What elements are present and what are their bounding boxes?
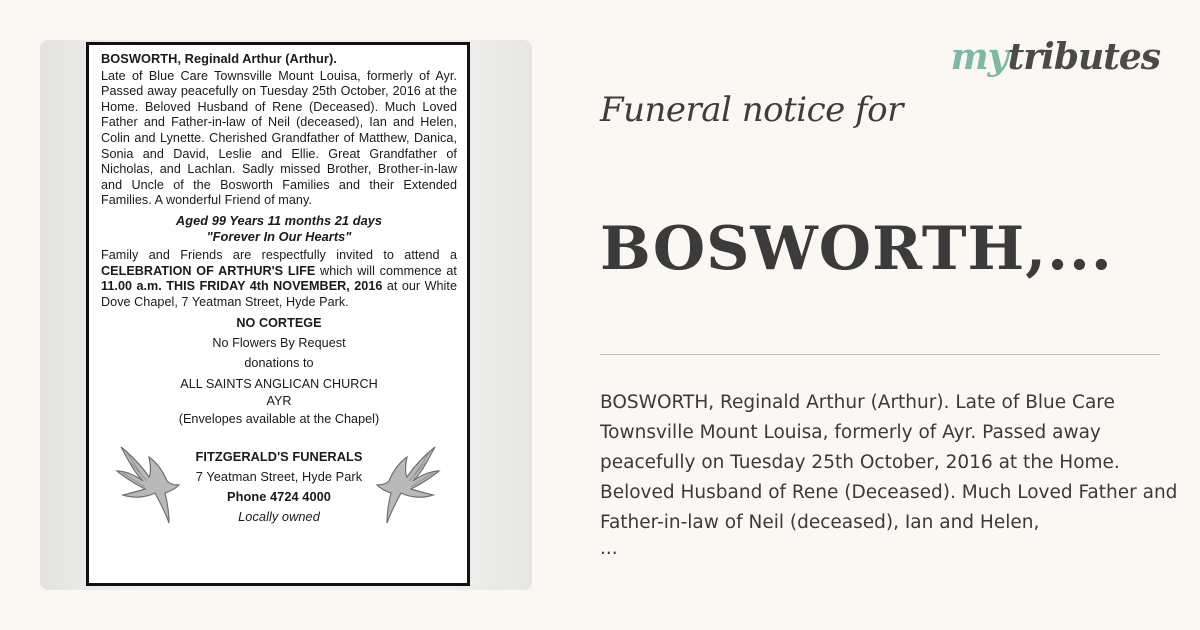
no-flowers: No Flowers By Request xyxy=(212,335,346,350)
invite-which: which will commence at xyxy=(315,263,457,278)
notice-image-card xyxy=(40,40,532,590)
notice-body: Late of Blue Care Townsville Mount Louisa, formerly of Ayr. Passed away peacefully on Tuesday 25th October, 2016 at the Home. Beloved Husband of Rene (Deceased). Much Loved Father and Father-in-law of Neil (deceased), Ian and Helen, Colin and Lynette. Cherished Grandfather of Matthew, Danica, Sonia and David, Leslie and Ellie. Great Grandfather of Nicholas, and Lachlan. Sadly missed Brother, Brother-in-law and Uncle of the Bosworth Families and their Extended Families. A wonderful Friend of many. xyxy=(101,68,457,208)
envelopes: (Envelopes available at the Chapel) xyxy=(178,411,380,426)
funeral-home-block xyxy=(101,447,457,527)
summary-text: BOSWORTH, Reginald Arthur (Arthur). Late of Blue Care Townsville Mount Louisa, formerly of Ayr. Passed away peacefully on Tuesday 25th October, 2016 at the Home. Beloved Husband of Rene (Deceased). Much Loved Father and Father-in-law of Neil (deceased), Ian and Helen, xyxy=(600,392,1178,533)
notice-summary xyxy=(600,388,1180,560)
newspaper-clipping xyxy=(86,42,470,586)
logo-tributes: tributes xyxy=(1007,36,1160,78)
headline-lead: Funeral notice for xyxy=(600,90,903,130)
invite-place: at our White Dove Chapel, 7 Yeatman Street, Hyde Park. xyxy=(101,279,458,309)
divider xyxy=(600,354,1160,355)
donations: donations to xyxy=(244,355,314,370)
invite-intro: Family and Friends are respectfully invited to attend a xyxy=(101,248,457,263)
mytributes-logo[interactable] xyxy=(951,36,1160,78)
logo-my: my xyxy=(950,36,1008,78)
invite-event: CELEBRATION OF ARTHUR'S LIFE xyxy=(101,263,316,278)
notice-invitation xyxy=(101,248,457,310)
funeral-home-phone: Phone 4724 4000 xyxy=(227,488,331,504)
deceased-name: BOSWORTH,... xyxy=(600,214,1113,284)
dove-icon xyxy=(373,441,443,527)
dove-icon xyxy=(113,441,183,527)
church-name: ALL SAINTS ANGLICAN CHURCH xyxy=(180,376,378,391)
notice-heading: BOSWORTH, Reginald Arthur (Arthur). xyxy=(101,51,337,66)
church-town: AYR xyxy=(266,393,292,408)
summary-ellipsis: ... xyxy=(600,538,618,559)
notice-age: Aged 99 Years 11 months 21 days xyxy=(175,212,383,228)
no-cortege: NO CORTEGE xyxy=(236,315,322,330)
invite-time: 11.00 a.m. THIS FRIDAY 4th NOVEMBER, 2016 xyxy=(101,279,383,294)
funeral-home-address: 7 Yeatman Street, Hyde Park xyxy=(195,468,363,484)
notice-quote: "Forever In Our Hearts" xyxy=(206,228,352,244)
funeral-home-name: FITZGERALD'S FUNERALS xyxy=(195,448,363,464)
funeral-home-tagline: Locally owned xyxy=(238,508,320,524)
